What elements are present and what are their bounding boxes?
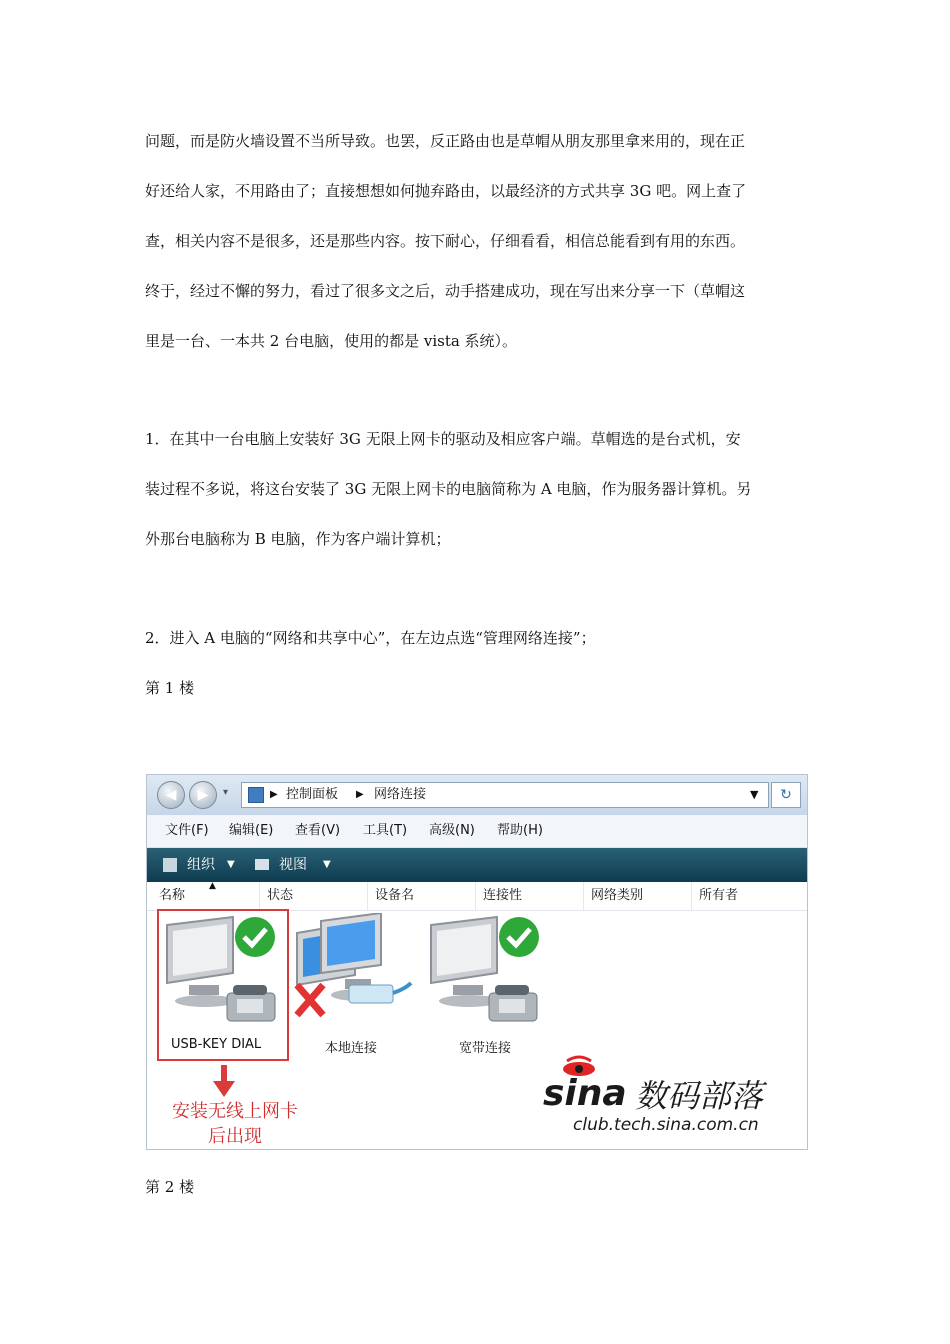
network-connections-screenshot — [146, 774, 808, 1150]
sort-ascending-icon: ▲ — [209, 881, 216, 891]
menu-help[interactable]: 帮助(H) — [497, 823, 543, 838]
dropdown-arrow-icon[interactable]: ▼ — [750, 788, 759, 801]
arrow-down-icon — [213, 1065, 235, 1097]
forward-button[interactable]: ▶ — [189, 781, 217, 809]
address-bar-area — [147, 775, 807, 815]
highlight-box — [157, 909, 289, 1061]
views-icon — [255, 859, 269, 870]
watermark-url: club.tech.sina.com.cn — [573, 1115, 759, 1135]
command-bar — [147, 848, 807, 882]
text-line: 装过程不多说，将这台安装了 3G 无限上网卡的电脑简称为 A 电脑，作为服务器计算机。另 — [145, 480, 752, 498]
refresh-button[interactable]: ↻ — [771, 782, 801, 808]
column-connectivity[interactable]: 连接性 — [475, 882, 584, 910]
breadcrumb-control-panel[interactable]: 控制面板 — [286, 787, 339, 802]
paragraph-intro — [145, 116, 807, 366]
connection-label: USB-KEY DIAL — [171, 1037, 262, 1052]
menu-edit[interactable]: 编辑(E) — [229, 823, 274, 838]
menu-file[interactable]: 文件(F) — [165, 823, 209, 838]
column-network-category[interactable]: 网络类别 — [583, 882, 692, 910]
menu-advanced[interactable]: 高级(N) — [429, 823, 475, 838]
organize-button[interactable]: 组织 — [187, 857, 215, 873]
annotation-text — [165, 1099, 305, 1149]
connection-item-broadband[interactable] — [429, 913, 559, 1043]
column-owner[interactable]: 所有者 — [699, 888, 739, 903]
chevron-down-icon: ▼ — [227, 859, 235, 870]
floor-caption-1: 第 1 楼 — [145, 679, 195, 697]
organize-icon — [163, 858, 177, 872]
column-device-name[interactable]: 设备名 — [367, 882, 476, 910]
sina-watermark — [543, 1055, 797, 1141]
menu-tools[interactable]: 工具(T) — [363, 823, 408, 838]
text-line: 外那台电脑称为 B 电脑，作为客户端计算机； — [145, 530, 451, 548]
views-button[interactable]: 视图 — [279, 857, 307, 873]
floor-caption-2: 第 2 楼 — [145, 1178, 195, 1196]
text-line: 好还给人家，不用路由了；直接想想如何抛弃路由，以最经济的方式共享 3G 吧。网上查了 — [145, 182, 747, 200]
text-line: 查，相关内容不是很多，还是那些内容。按下耐心，仔细看看，相信总能看到有用的东西。 — [145, 232, 746, 250]
text-line: 里是一台、一本共 2 台电脑，使用的都是 vista 系统）。 — [145, 332, 518, 350]
paragraph-step-2 — [145, 613, 807, 663]
column-name[interactable]: 名称 — [151, 882, 260, 910]
chevron-down-icon: ▼ — [323, 859, 331, 870]
connection-label: 宽带连接 — [459, 1041, 512, 1056]
address-box[interactable] — [241, 782, 769, 808]
column-status[interactable]: 状态 — [259, 882, 368, 910]
breadcrumb-network-connections[interactable]: 网络连接 — [374, 787, 427, 802]
dialup-connected-icon — [429, 913, 559, 1033]
back-button[interactable]: ◀ — [157, 781, 185, 809]
connection-item-local-area[interactable] — [293, 913, 423, 1043]
annotation-line: 安装无线上网卡 — [172, 1101, 298, 1122]
text-line: 1．在其中一台电脑上安装好 3G 无限上网卡的驱动及相应客户端。草帽选的是台式机，安 — [145, 430, 741, 448]
menu-view[interactable]: 查看(V) — [295, 823, 341, 838]
lan-disconnected-icon — [293, 913, 423, 1033]
watermark-title: 数码部落 — [635, 1077, 764, 1115]
menu-bar — [147, 815, 807, 848]
chevron-right-icon: ▶ — [356, 789, 364, 800]
annotation-line: 后出现 — [208, 1126, 262, 1147]
connection-label: 本地连接 — [325, 1041, 378, 1056]
text-line: 问题，而是防火墙设置不当所导致。也罢，反正路由也是草帽从朋友那里拿来用的，现在正 — [145, 132, 746, 150]
text-line: 2．进入 A 电脑的“网络和共享中心”，在左边点选“管理网络连接”； — [145, 629, 596, 647]
column-header-row — [147, 882, 807, 911]
recent-pages-icon[interactable]: ▾ — [223, 787, 229, 798]
paragraph-step-1 — [145, 414, 807, 564]
chevron-right-icon: ▶ — [270, 789, 278, 800]
text-line: 终于，经过不懈的努力，看过了很多文之后，动手搭建成功，现在写出来分享一下（草帽这 — [145, 282, 746, 300]
control-panel-icon — [248, 787, 264, 803]
sina-brand: sina — [543, 1073, 627, 1114]
